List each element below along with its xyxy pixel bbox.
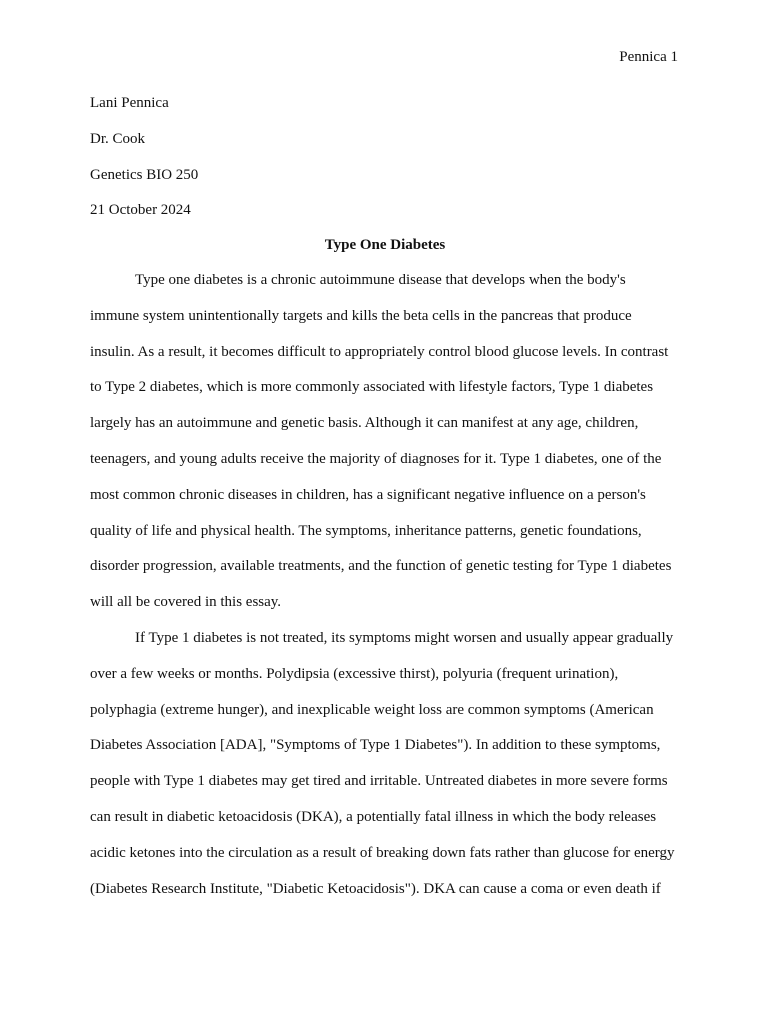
course-name: Genetics BIO 250 — [90, 166, 199, 183]
paragraph-1-line: immune system unintentionally targets and kills the beta cells in the pancreas that produce — [90, 307, 632, 324]
paragraph-2-line: Diabetes Association [ADA], "Symptoms of Type 1 Diabetes"). In addition to these symptoms, — [90, 737, 661, 754]
author-name: Lani Pennica — [90, 95, 169, 111]
paragraph-1-line: quality of life and physical health. The symptoms, inheritance patterns, genetic foundations, — [90, 522, 642, 539]
paragraph-2-line: If Type 1 diabetes is not treated, its symptoms might worsen and usually appear gradually — [135, 629, 674, 646]
essay-date: 21 October 2024 — [90, 202, 191, 219]
running-head: Pennica 1 — [619, 49, 678, 65]
essay-title: Type One Diabetes — [324, 237, 446, 253]
paragraph-1-line: disorder progression, available treatments, and the function of genetic testing for Type 1 diabetes — [90, 558, 672, 575]
paragraph-2-line: acidic ketones into the circulation as a result of breaking down fats rather than glucose for energy — [90, 844, 675, 861]
paragraph-1-line: will all be covered in this essay. — [90, 594, 282, 611]
paragraph-1-line: most common chronic diseases in children, has a significant negative influence on a person's — [90, 486, 646, 503]
mla-heading — [90, 92, 680, 235]
paragraph-1-line: to Type 2 diabetes, which is more commonly associated with lifestyle factors, Type 1 diabetes — [90, 379, 654, 396]
paragraph-1-line: insulin. As a result, it becomes difficult to appropriately control blood glucose levels. In contrast — [90, 343, 669, 360]
paragraph-2-line: over a few weeks or months. Polydipsia (excessive thirst), polyuria (frequent urination), — [90, 665, 619, 682]
paragraph-2-line: polyphagia (extreme hunger), and inexplicable weight loss are common symptoms (American — [90, 701, 654, 718]
paragraph-2-line: people with Type 1 diabetes may get tired and irritable. Untreated diabetes in more severe forms — [90, 773, 668, 790]
paragraph-2-line: (Diabetes Research Institute, "Diabetic Ketoacidosis"). DKA can cause a coma or even death if — [90, 880, 661, 897]
paragraph-1-line: teenagers, and young adults receive the majority of diagnoses for it. Type 1 diabetes, one of the — [90, 450, 662, 467]
instructor-name: Dr. Cook — [90, 130, 146, 147]
paragraph-2-line: can result in diabetic ketoacidosis (DKA), a potentially fatal illness in which the body releases — [90, 808, 657, 825]
paragraph-1-line: largely has an autoimmune and genetic basis. Although it can manifest at any age, children, — [90, 415, 639, 432]
paragraph-1-line: Type one diabetes is a chronic autoimmune disease that develops when the body's — [135, 272, 626, 288]
essay-body — [90, 270, 680, 914]
